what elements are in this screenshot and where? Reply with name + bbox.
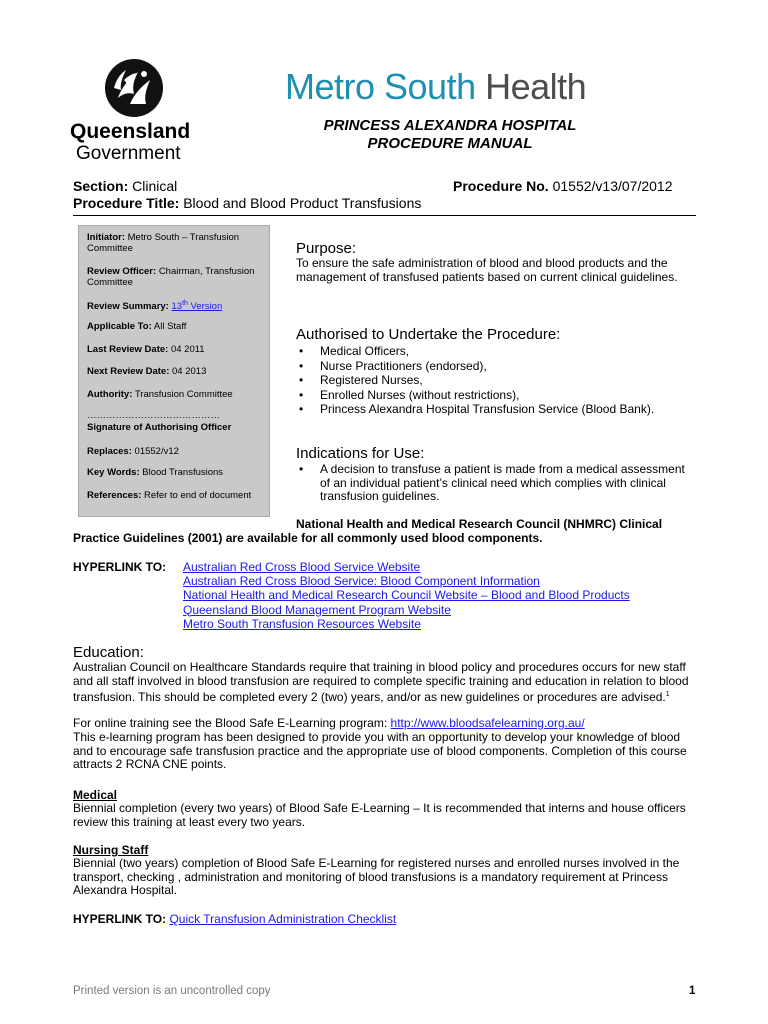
authorised-item: • Nurse Practitioners (endorsed), bbox=[296, 359, 696, 374]
applicable-to-field bbox=[87, 321, 263, 332]
authority-value: Transfusion Committee bbox=[134, 389, 233, 400]
manual-name: PROCEDURE MANUAL bbox=[367, 135, 533, 152]
education-para-2 bbox=[73, 717, 698, 731]
education-para-2-text: For online training see the Blood Safe E-Learning program: bbox=[73, 716, 388, 730]
hyperlink-label: HYPERLINK TO: bbox=[73, 560, 167, 574]
brand-metro-south: Metro South bbox=[285, 66, 476, 107]
document-info-box bbox=[78, 225, 270, 517]
procedure-number-value: 01552/v13/07/2012 bbox=[552, 178, 673, 194]
nursing-text: Biennial (two years) completion of Blood Safe E-Learning for registered nurses and enrolled nurses involved in the transport, checking , administration and monitoring of blood transfusions is a mandatory requirement at Princess Alexandra Hospital. bbox=[73, 856, 680, 897]
procedure-number-label: Procedure No. bbox=[453, 178, 549, 194]
indications-item: • A decision to transfuse a patient is made from a medical assessment of an individual patient’s clinical need which complies with clinical transfusion guidelines. bbox=[296, 463, 696, 504]
indications-list bbox=[296, 463, 696, 504]
hyperlink-red-cross-component-info[interactable]: Australian Red Cross Blood Service: Blood Component Information bbox=[183, 574, 540, 589]
initiator-field bbox=[87, 232, 263, 254]
page-number: 1 bbox=[689, 985, 696, 997]
hyperlink-nhmrc-website[interactable]: National Health and Medical Research Council Website – Blood and Blood Products bbox=[183, 588, 630, 603]
queensland-government-logo bbox=[70, 58, 200, 166]
signature-dots: …………………………………… bbox=[87, 410, 220, 421]
uncontrolled-copy-note: Printed version is an uncontrolled copy bbox=[73, 985, 271, 997]
next-review-label: Next Review Date: bbox=[87, 366, 170, 377]
education-heading: Education: bbox=[73, 644, 144, 661]
hyperlink-red-cross-website[interactable]: Australian Red Cross Blood Service Website bbox=[183, 560, 421, 574]
last-review-label: Last Review Date: bbox=[87, 344, 169, 355]
section-row bbox=[73, 178, 177, 194]
nhmrc-line-1: National Health and Medical Research Council (NHMRC) Clinical bbox=[296, 517, 663, 531]
references-value: Refer to end of document bbox=[144, 490, 252, 501]
keywords-label: Key Words: bbox=[87, 467, 140, 478]
hospital-title bbox=[300, 117, 600, 153]
footnote-ref: 1 bbox=[665, 691, 670, 698]
review-officer-value: Chairman, Transfusion Committee bbox=[87, 266, 255, 288]
review-summary-link[interactable] bbox=[171, 301, 222, 312]
applicable-label: Applicable To: bbox=[87, 321, 152, 332]
medical-heading: Medical bbox=[73, 788, 118, 802]
review-summary-field bbox=[87, 298, 263, 312]
procedure-title-value: Blood and Blood Product Transfusions bbox=[183, 195, 422, 211]
hospital-name: PRINCESS ALEXANDRA HOSPITAL bbox=[323, 117, 577, 134]
references-field bbox=[87, 490, 263, 501]
section-value: Clinical bbox=[132, 178, 178, 194]
checklist-row bbox=[73, 913, 396, 927]
replaces-field bbox=[87, 446, 263, 457]
section-label: Section: bbox=[73, 178, 129, 194]
education-para-1-text: Australian Council on Healthcare Standards require that training in blood policy and procedures occurs for new staff and all staff involved in blood transfusion are required to complete specific training and education in relation to blood transfusion. This should be completed every 2 (two) years, and/or as new guidelines or procedures are advised. bbox=[73, 660, 689, 704]
nhmrc-line-2: Practice Guidelines (2001) are available for all commonly used blood components. bbox=[73, 531, 543, 545]
header-divider bbox=[73, 215, 696, 216]
review-officer-label: Review Officer: bbox=[87, 266, 157, 277]
hyperlink-metro-south-transfusion[interactable]: Metro South Transfusion Resources Website bbox=[183, 616, 421, 631]
keywords-value: Blood Transfusions bbox=[142, 467, 224, 478]
purpose-heading: Purpose: bbox=[296, 240, 357, 257]
government-wordmark: Government bbox=[76, 143, 181, 164]
last-review-value: 04 2011 bbox=[170, 344, 205, 355]
authority-field bbox=[87, 389, 263, 400]
next-review-field bbox=[87, 366, 263, 377]
authorised-heading: Authorised to Undertake the Procedure: bbox=[296, 326, 561, 343]
authorised-list bbox=[296, 344, 696, 417]
queensland-wordmark: Queensland bbox=[70, 120, 191, 143]
references-label: References: bbox=[87, 490, 142, 501]
review-summary-label: Review Summary: bbox=[87, 301, 169, 313]
checklist-link[interactable]: Quick Transfusion Administration Checklist bbox=[169, 912, 397, 926]
initiator-value: Metro South – Transfusion Committee bbox=[87, 232, 240, 254]
review-summary-link-sup: th bbox=[182, 300, 188, 307]
metro-south-health-brand bbox=[285, 66, 586, 108]
bloodsafe-link[interactable]: http://www.bloodsafelearning.org.au/ bbox=[390, 716, 585, 730]
education-para-1 bbox=[73, 661, 698, 705]
replaces-value: 01552/v12 bbox=[134, 446, 179, 457]
procedure-title-label: Procedure Title: bbox=[73, 195, 180, 211]
replaces-label: Replaces: bbox=[87, 446, 132, 457]
review-summary-link-word: Version bbox=[190, 301, 223, 313]
last-review-field bbox=[87, 344, 263, 355]
applicable-value: All Staff bbox=[153, 321, 187, 332]
authority-label: Authority: bbox=[87, 389, 133, 400]
nursing-heading: Nursing Staff bbox=[73, 843, 149, 857]
review-summary-link-number: 13 bbox=[171, 301, 183, 313]
next-review-value: 04 2013 bbox=[172, 366, 207, 377]
purpose-text: To ensure the safe administration of blood and blood products and the management of transfused patients based on current clinical guidelines. bbox=[296, 256, 678, 284]
checklist-label: HYPERLINK TO: bbox=[73, 912, 167, 926]
indications-heading: Indications for Use: bbox=[296, 445, 425, 462]
procedure-number-row bbox=[453, 178, 672, 194]
education-para-3: This e-learning program has been designed to provide you with an opportunity to develop your knowledge of blood and to encourage safe transfusion practice and the appropriate use of blood components. Completion of this course attracts 2 RCNA CNE points. bbox=[73, 730, 687, 771]
brand-health: Health bbox=[485, 66, 587, 107]
medical-text: Biennial completion (every two years) of Blood Safe E-Learning – It is recommended that interns and house officers review this training at least every two years. bbox=[73, 801, 686, 829]
hyperlink-list bbox=[183, 560, 630, 631]
hyperlink-qld-blood-management[interactable]: Queensland Blood Management Program Website bbox=[183, 602, 451, 617]
authorised-item: • Medical Officers, bbox=[296, 344, 696, 359]
initiator-label: Initiator: bbox=[87, 232, 125, 243]
authorised-item: • Registered Nurses, bbox=[296, 373, 696, 388]
authorised-item: • Enrolled Nurses (without restrictions), bbox=[296, 388, 696, 403]
queensland-emblem-icon bbox=[104, 58, 164, 118]
authorised-item: • Princess Alexandra Hospital Transfusion Service (Blood Bank). bbox=[296, 402, 696, 417]
review-officer-field bbox=[87, 266, 263, 288]
signature-label: Signature of Authorising Officer bbox=[87, 422, 232, 433]
keywords-field bbox=[87, 467, 263, 478]
procedure-title-row bbox=[73, 195, 421, 211]
